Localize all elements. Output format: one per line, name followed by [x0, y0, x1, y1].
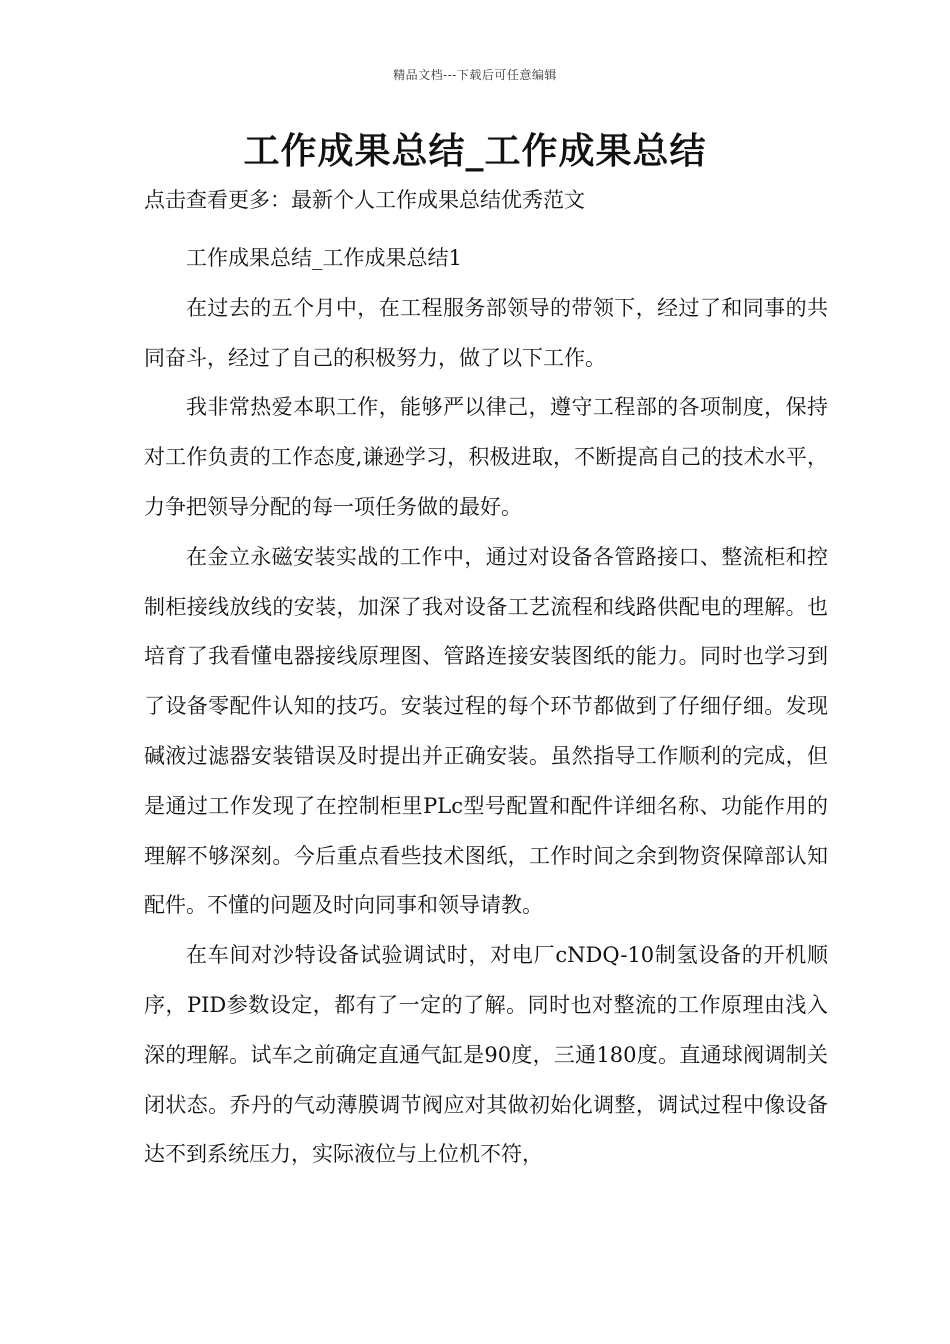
document-body — [144, 234, 828, 1180]
body-paragraph: 在过去的五个月中，在工程服务部领导的带领下，经过了和同事的共同奋斗，经过了自己的积极努力，做了以下工作。 — [144, 295, 828, 370]
body-paragraph: 在车间对沙特设备试验调试时，对电厂cNDQ-10制氢设备的开机顺序，PID参数设定，都有了一定的了解。同时也对整流的工作原理由浅入深的理解。试车之前确定直通气缸是90度，三通180度。直通球阀调制关闭状态。乔丹的气动薄膜调节阀应对其做初始化调整，调试过程中像设备达不到系统压力，实际液位与上位机不符， — [144, 943, 828, 1167]
section-heading: 工作成果总结_工作成果总结1 — [186, 246, 462, 270]
body-paragraph: 在金立永磁安装实战的工作中，通过对设备各管路接口、整流柜和控制柜接线放线的安装，加深了我对设备工艺流程和线路供配电的理解。也培育了我看懂电器接线原理图、管路连接安装图纸的能力。同时也学习到了设备零配件认知的技巧。安装过程的每个环节都做到了仔细仔细。发现碱液过滤器安装错误及时提出并正确安装。虽然指导工作顺利的完成，但是通过工作发现了在控制柜里PLc型号配置和配件详细名称、功能作用的理解不够深刻。今后重点看些技术图纸，工作时间之余到物资保障部认知配件。不懂的问题及时向同事和领导请教。 — [144, 544, 828, 918]
header-note: 精品文档---下载后可任意编辑 — [393, 68, 557, 82]
body-paragraph: 我非常热爱本职工作，能够严以律己，遵守工程部的各项制度，保持对工作负责的工作态度,谦逊学习，积极进取，不断提高自己的技术水平，力争把领导分配的每一项任务做的最好。 — [144, 395, 828, 519]
document-title: 工作成果总结_工作成果总结 — [243, 131, 707, 172]
more-articles-link[interactable]: 点击查看更多：最新个人工作成果总结优秀范文 — [144, 188, 585, 212]
